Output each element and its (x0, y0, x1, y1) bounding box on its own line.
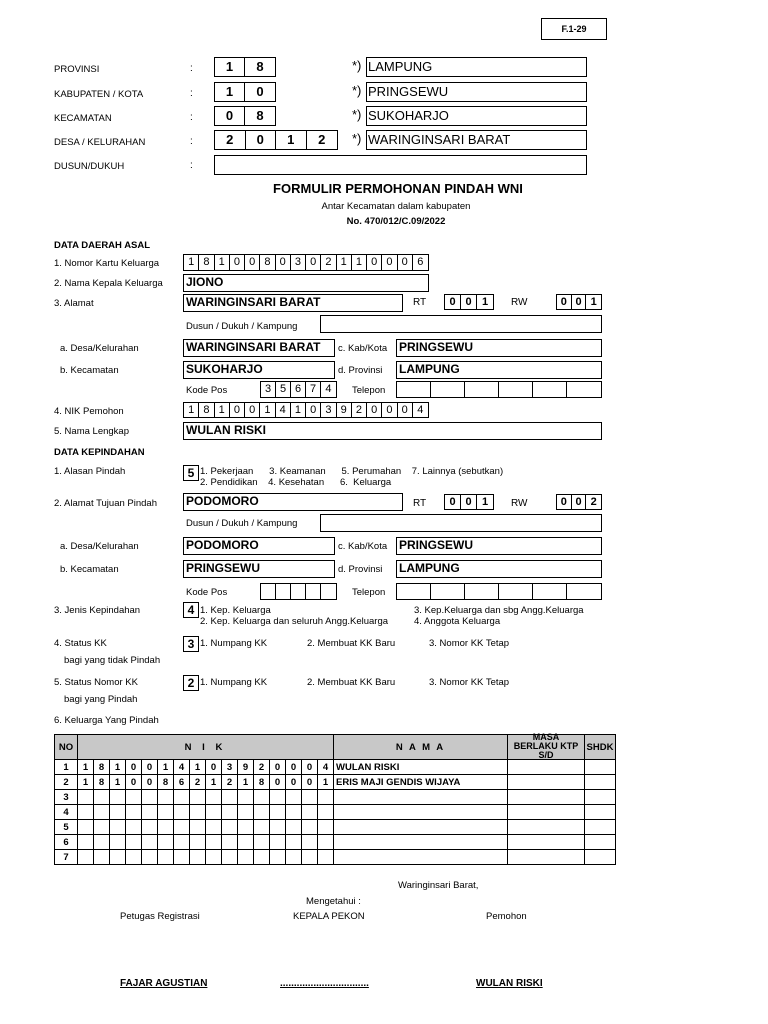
kab-label: c. Kab/Kota (338, 343, 388, 354)
kk-number[interactable] (183, 254, 429, 271)
nik-digit-cell[interactable] (206, 805, 222, 820)
petugas-signature-name: FAJAR AGUSTIAN (120, 978, 208, 989)
kab-field[interactable]: PRINGSEWU (396, 537, 602, 555)
row-number: 3 (55, 790, 78, 805)
nik-digit-cell[interactable] (158, 790, 174, 805)
nik-digit-cell[interactable] (158, 805, 174, 820)
statuskk-option-1: 1. Numpang KK (200, 638, 268, 649)
keluarga-label: 6. Keluarga Yang Pindah (54, 715, 159, 726)
note-mark: *) (352, 107, 362, 122)
digit-cell: 0 (367, 403, 382, 417)
nik-digit-cell[interactable] (302, 790, 318, 805)
telepon-label: Telepon (352, 587, 386, 598)
nik-field[interactable] (183, 402, 429, 418)
dusun-label: Dusun / Dukuh / Kampung (186, 321, 298, 332)
col-nik: N I K (78, 735, 334, 760)
nik-digit-cell[interactable]: 1 (158, 760, 174, 775)
nama-cell[interactable]: WULAN RISKI (334, 760, 508, 775)
dusun-field[interactable] (320, 315, 602, 333)
row-number: 6 (55, 835, 78, 850)
rw-field[interactable]: 0 0 1 (556, 294, 602, 310)
desa-label: a. Desa/Kelurahan (60, 541, 139, 552)
kab-label: c. Kab/Kota (338, 541, 388, 552)
nik-digit-cell[interactable] (142, 820, 158, 835)
nik-digit-cell[interactable] (270, 820, 286, 835)
digit-cell: 8 (199, 403, 214, 417)
nik-digit-cell[interactable] (302, 835, 318, 850)
prov-field[interactable]: LAMPUNG (396, 560, 602, 578)
digit-cell: 4 (276, 403, 291, 417)
digit-cell: 1 (291, 403, 306, 417)
statuskk-option-3: 3. Nomor KK Tetap (429, 638, 510, 649)
nik-digit-cell[interactable] (206, 835, 222, 850)
alamat-field[interactable]: WARINGINSARI BARAT (183, 294, 403, 312)
table-row (55, 805, 616, 820)
rw-label: RW (511, 498, 528, 509)
digit-cell: 8 (260, 255, 275, 270)
digit-cell: 0 (306, 403, 321, 417)
row-number: 4 (55, 805, 78, 820)
nik-digit-cell[interactable]: 0 (126, 760, 142, 775)
rt-label: RT (413, 297, 427, 308)
col-shdk: SHDK (585, 735, 616, 760)
nik-digit-cell[interactable] (126, 835, 142, 850)
provinsi-code[interactable]: 1 8 (214, 57, 276, 77)
table-row (55, 820, 616, 835)
note-mark: *) (352, 83, 362, 98)
kepala-pekon-label: KEPALA PEKON (293, 911, 365, 922)
nik-digit-cell[interactable] (190, 820, 206, 835)
shdk-cell[interactable] (585, 775, 616, 790)
nik-digit-cell[interactable] (110, 850, 126, 865)
nik-digit-cell[interactable] (206, 850, 222, 865)
nik-digit-cell[interactable] (286, 835, 302, 850)
masa-cell[interactable] (508, 790, 585, 805)
nik-digit-cell[interactable] (142, 790, 158, 805)
nik-digit-cell[interactable] (174, 790, 190, 805)
alasan-label: 1. Alasan Pindah (54, 466, 126, 477)
shdk-cell[interactable] (585, 820, 616, 835)
page-title: FORMULIR PERMOHONAN PINDAH WNI (273, 181, 523, 196)
nik-digit-cell[interactable] (126, 820, 142, 835)
nik-digit-cell[interactable]: 0 (286, 760, 302, 775)
rt-field[interactable]: 0 0 1 (444, 494, 494, 510)
nik-digit-cell[interactable] (318, 820, 334, 835)
nik-digit-cell[interactable] (286, 850, 302, 865)
table-row (55, 760, 616, 775)
digit-cell: 1 (184, 255, 199, 270)
kecamatan-name[interactable]: SUKOHARJO (366, 106, 587, 126)
page-subtitle: Antar Kecamatan dalam kabupaten (321, 201, 471, 212)
nik-digit-cell[interactable]: 8 (254, 775, 270, 790)
prov-label: d. Provinsi (338, 365, 383, 376)
statuskk-value[interactable]: 3 (183, 636, 199, 652)
nama-cell[interactable] (334, 805, 508, 820)
nik-digit-cell[interactable] (286, 820, 302, 835)
nik-digit-cell[interactable]: 0 (302, 760, 318, 775)
rw-label: RW (511, 297, 528, 308)
kec-field[interactable]: PRINGSEWU (183, 560, 335, 578)
kabupaten-name[interactable]: PRINGSEWU (366, 82, 587, 102)
nik-digit-cell[interactable] (222, 805, 238, 820)
col-nama: N A M A (334, 735, 508, 760)
nik-digit-cell[interactable] (190, 790, 206, 805)
masa-cell[interactable] (508, 775, 585, 790)
kabupaten-code[interactable]: 1 0 (214, 82, 276, 102)
nik-digit-cell[interactable] (190, 835, 206, 850)
jenis-value[interactable]: 4 (183, 602, 199, 618)
nik-digit-cell[interactable] (158, 820, 174, 835)
nik-digit-cell[interactable]: 1 (78, 760, 94, 775)
nik-digit-cell[interactable]: 4 (174, 760, 190, 775)
kecamatan-code[interactable]: 0 8 (214, 106, 276, 126)
nik-digit-cell[interactable]: 0 (206, 760, 222, 775)
kepala-label: 2. Nama Kepala Keluarga (54, 278, 163, 289)
section-heading: DATA KEPINDAHAN (54, 447, 145, 458)
place-label: Waringinsari Barat, (398, 880, 479, 891)
nik-digit-cell[interactable] (94, 850, 110, 865)
provinsi-label: PROVINSI (54, 64, 100, 75)
nik-digit-cell[interactable] (126, 790, 142, 805)
col-no: NO (55, 735, 78, 760)
digit-cell: 9 (337, 403, 352, 417)
shdk-cell[interactable] (585, 790, 616, 805)
alasan-options-2: 2. Pendidikan 4. Kesehatan 6. Keluarga (200, 477, 392, 488)
nik-digit-cell[interactable] (302, 805, 318, 820)
nik-digit-cell[interactable] (174, 820, 190, 835)
nik-digit-cell[interactable] (190, 850, 206, 865)
nik-label: 4. NIK Pemohon (54, 406, 124, 417)
nik-digit-cell[interactable] (110, 790, 126, 805)
nik-digit-cell[interactable] (302, 850, 318, 865)
form-code: F.1-29 (541, 18, 607, 40)
desa-label: a. Desa/Kelurahan (60, 343, 139, 354)
kk-label: 1. Nomor Kartu Keluarga (54, 258, 160, 269)
nik-digit-cell[interactable] (222, 850, 238, 865)
nik-digit-cell[interactable] (238, 805, 254, 820)
nik-digit-cell[interactable]: 1 (78, 775, 94, 790)
table-header (55, 735, 616, 760)
kecamatan-label: KECAMATAN (54, 113, 112, 124)
nik-digit-cell[interactable]: 0 (286, 775, 302, 790)
statusno-label: 5. Status Nomor KK (54, 677, 138, 688)
telepon-field[interactable] (396, 583, 602, 600)
digit-cell: 1 (184, 403, 199, 417)
nama-label: 5. Nama Lengkap (54, 426, 129, 437)
rt-label: RT (413, 498, 427, 509)
desa-name[interactable]: WARINGINSARI BARAT (366, 130, 587, 150)
document-number: No. 470/012/C.09/2022 (346, 216, 446, 227)
nik-digit-cell[interactable]: 0 (302, 775, 318, 790)
nama-cell[interactable] (334, 835, 508, 850)
digit-cell: 6 (417, 256, 424, 268)
nik-digit-cell[interactable] (142, 835, 158, 850)
nik-digit-cell[interactable]: 2 (190, 775, 206, 790)
nik-digit-cell[interactable] (238, 835, 254, 850)
nik-digit-cell[interactable] (206, 790, 222, 805)
nik-digit-cell[interactable]: 2 (254, 760, 270, 775)
jenis-option-1: 1. Kep. Keluarga (200, 605, 271, 616)
kec-label: b. Kecamatan (60, 365, 119, 376)
nik-digit-cell[interactable]: 9 (238, 760, 254, 775)
nik-digit-cell[interactable] (78, 805, 94, 820)
digit-cell: 0 (245, 403, 260, 417)
note-mark: *) (352, 131, 362, 146)
nik-digit-cell[interactable] (142, 850, 158, 865)
desa-code[interactable]: 2 0 1 2 (214, 130, 338, 150)
nik-digit-cell[interactable] (318, 805, 334, 820)
nik-digit-cell[interactable]: 3 (222, 760, 238, 775)
nik-digit-cell[interactable] (270, 835, 286, 850)
nik-digit-cell[interactable]: 1 (110, 760, 126, 775)
statuskk-label: 4. Status KK (54, 638, 107, 649)
kodepos-label: Kode Pos (186, 587, 228, 598)
statusno-option-1: 1. Numpang KK (200, 677, 268, 688)
row-number: 2 (55, 775, 78, 790)
kec-label: b. Kecamatan (60, 564, 119, 575)
rw-field[interactable]: 0 0 2 (556, 494, 602, 510)
jenis-label: 3. Jenis Kepindahan (54, 605, 141, 616)
statuskk-option-2: 2. Membuat KK Baru (307, 638, 396, 649)
nik-digit-cell[interactable]: 4 (318, 760, 334, 775)
digit-cell: 0 (230, 255, 245, 270)
nik-digit-cell[interactable] (254, 805, 270, 820)
kabupaten-label: KABUPATEN / KOTA (54, 89, 144, 100)
statusno-option-3: 3. Nomor KK Tetap (429, 677, 510, 688)
nama-cell[interactable] (334, 820, 508, 835)
table-row (55, 835, 616, 850)
table-row (55, 790, 616, 805)
nik-digit-cell[interactable]: 8 (94, 760, 110, 775)
prov-field[interactable]: LAMPUNG (396, 361, 602, 379)
nik-digit-cell[interactable] (206, 820, 222, 835)
jenis-option-4: 4. Anggota Keluarga (414, 616, 501, 627)
mengetahui-label: Mengetahui : (306, 896, 361, 907)
nik-digit-cell[interactable] (286, 790, 302, 805)
nik-digit-cell[interactable] (174, 835, 190, 850)
nik-digit-cell[interactable] (126, 850, 142, 865)
nama-field[interactable]: WULAN RISKI (183, 422, 602, 440)
nik-digit-cell[interactable] (222, 835, 238, 850)
nik-digit-cell[interactable]: 1 (238, 775, 254, 790)
nik-digit-cell[interactable]: 1 (206, 775, 222, 790)
nik-digit-cell[interactable] (222, 820, 238, 835)
nik-digit-cell[interactable] (254, 835, 270, 850)
section-heading: DATA DAERAH ASAL (54, 240, 151, 251)
telepon-field[interactable] (396, 381, 602, 398)
table-row (55, 850, 616, 865)
digit-cell: 1 (260, 403, 275, 417)
digit-cell: 8 (199, 255, 214, 270)
nik-digit-cell[interactable] (270, 850, 286, 865)
nik-digit-cell[interactable] (254, 820, 270, 835)
shdk-cell[interactable] (585, 850, 616, 865)
colon: : (190, 63, 193, 74)
nik-digit-cell[interactable] (94, 790, 110, 805)
nik-digit-cell[interactable] (238, 790, 254, 805)
colon: : (190, 136, 193, 147)
nik-digit-cell[interactable] (78, 835, 94, 850)
nik-digit-cell[interactable]: 2 (222, 775, 238, 790)
statusno-option-2: 2. Membuat KK Baru (307, 677, 396, 688)
keluarga-table (54, 731, 616, 865)
tujuan-label: 2. Alamat Tujuan Pindah (54, 498, 157, 509)
desa-field[interactable]: WARINGINSARI BARAT (183, 339, 335, 357)
digit-cell: 4 (417, 404, 424, 416)
masa-cell[interactable] (508, 835, 585, 850)
kodepos-field[interactable] (260, 583, 337, 600)
row-number: 5 (55, 820, 78, 835)
jenis-option-2: 2. Kep. Keluarga dan seluruh Angg.Keluarga (200, 616, 389, 627)
nik-digit-cell[interactable] (174, 850, 190, 865)
nik-digit-cell[interactable] (78, 820, 94, 835)
colon: : (190, 112, 193, 123)
jenis-option-3: 3. Kep.Keluarga dan sbg Angg.Keluarga (414, 605, 584, 616)
nama-cell[interactable]: ERIS MAJI GENDIS WIJAYA (334, 775, 508, 790)
alasan-options-1: 1. Pekerjaan 3. Keamanan 5. Perumahan 7. Lainnya (sebutkan) (200, 466, 504, 477)
digit-cell: 0 (230, 403, 245, 417)
nama-cell[interactable] (334, 790, 508, 805)
nik-digit-cell[interactable] (302, 820, 318, 835)
alamat-label: 3. Alamat (54, 298, 94, 309)
nik-digit-cell[interactable] (94, 805, 110, 820)
nik-digit-cell[interactable] (78, 850, 94, 865)
shdk-cell[interactable] (585, 805, 616, 820)
masa-cell[interactable] (508, 760, 585, 775)
dusun-label: Dusun / Dukuh / Kampung (186, 518, 298, 529)
nik-digit-cell[interactable]: 8 (158, 775, 174, 790)
digit-cell: 1 (352, 255, 367, 270)
rt-field[interactable]: 0 0 1 (444, 294, 494, 310)
digit-cell: 0 (306, 255, 321, 270)
nik-digit-cell[interactable] (174, 805, 190, 820)
petugas-label: Petugas Registrasi (120, 911, 200, 922)
kec-field[interactable]: SUKOHARJO (183, 361, 335, 379)
row-number: 1 (55, 760, 78, 775)
colon: : (190, 88, 193, 99)
nik-digit-cell[interactable] (318, 850, 334, 865)
desa-field[interactable]: PODOMORO (183, 537, 335, 555)
alasan-value[interactable]: 5 (183, 465, 199, 481)
nik-digit-cell[interactable]: 0 (126, 775, 142, 790)
digit-cell: 1 (337, 255, 352, 270)
digit-cell: 0 (382, 255, 397, 270)
digit-cell: 0 (398, 255, 413, 270)
nik-digit-cell[interactable]: 1 (110, 775, 126, 790)
dusun-field[interactable] (320, 514, 602, 532)
digit-cell: 1 (215, 255, 230, 270)
nik-digit-cell[interactable] (110, 820, 126, 835)
nik-digit-cell[interactable] (110, 805, 126, 820)
masa-cell[interactable] (508, 850, 585, 865)
nama-cell[interactable] (334, 850, 508, 865)
tujuan-field[interactable]: PODOMORO (183, 493, 403, 511)
nik-digit-cell[interactable] (142, 805, 158, 820)
nik-digit-cell[interactable] (254, 790, 270, 805)
telepon-label: Telepon (352, 385, 386, 396)
kodepos-field[interactable]: 3 5 6 7 4 (260, 381, 337, 398)
desa-label: DESA / KELURAHAN (54, 137, 146, 148)
dusun-label: DUSUN/DUKUH (54, 161, 125, 172)
colon: : (190, 160, 193, 171)
digit-cell: 0 (382, 403, 397, 417)
digit-cell: 0 (398, 403, 413, 417)
masa-cell[interactable] (508, 820, 585, 835)
nik-digit-cell[interactable] (158, 850, 174, 865)
nik-digit-cell[interactable]: 0 (142, 760, 158, 775)
pemohon-signature-name: WULAN RISKI (476, 978, 543, 989)
shdk-cell[interactable] (585, 835, 616, 850)
nik-digit-cell[interactable] (238, 820, 254, 835)
nik-digit-cell[interactable] (318, 835, 334, 850)
nik-digit-cell[interactable] (238, 850, 254, 865)
digit-cell: 0 (276, 255, 291, 270)
row-number: 7 (55, 850, 78, 865)
provinsi-name[interactable]: LAMPUNG (366, 57, 587, 77)
kodepos-label: Kode Pos (186, 385, 228, 396)
statusno-value[interactable]: 2 (183, 675, 199, 691)
nik-digit-cell[interactable] (270, 805, 286, 820)
nik-digit-cell[interactable]: 0 (142, 775, 158, 790)
nik-digit-cell[interactable] (286, 805, 302, 820)
statuskk-label-2: bagi yang tidak Pindah (64, 655, 161, 666)
nik-digit-cell[interactable] (222, 790, 238, 805)
nik-digit-cell[interactable] (110, 835, 126, 850)
shdk-cell[interactable] (585, 760, 616, 775)
note-mark: *) (352, 58, 362, 73)
nik-digit-cell[interactable]: 6 (174, 775, 190, 790)
nik-digit-cell[interactable]: 1 (318, 775, 334, 790)
nik-digit-cell[interactable]: 0 (270, 775, 286, 790)
pemohon-label: Pemohon (486, 911, 527, 922)
kepala-signature-name: ................................ (280, 978, 369, 989)
nik-digit-cell[interactable]: 0 (270, 760, 286, 775)
prov-label: d. Provinsi (338, 564, 383, 575)
nik-digit-cell[interactable] (78, 790, 94, 805)
nik-digit-cell[interactable] (158, 835, 174, 850)
col-masa: MASA BERLAKU KTP S/D (508, 735, 585, 760)
nik-digit-cell[interactable] (270, 790, 286, 805)
nik-digit-cell[interactable] (126, 805, 142, 820)
digit-cell: 2 (352, 403, 367, 417)
nik-digit-cell[interactable]: 1 (190, 760, 206, 775)
nik-digit-cell[interactable]: 8 (94, 775, 110, 790)
kepala-field[interactable]: JIONO (183, 274, 429, 292)
nik-digit-cell[interactable] (318, 790, 334, 805)
nik-digit-cell[interactable] (94, 835, 110, 850)
masa-cell[interactable] (508, 805, 585, 820)
digit-cell: 0 (245, 255, 260, 270)
table-row (55, 775, 616, 790)
kab-field[interactable]: PRINGSEWU (396, 339, 602, 357)
statusno-label-2: bagi yang Pindah (64, 694, 138, 705)
nik-digit-cell[interactable] (190, 805, 206, 820)
digit-cell: 2 (321, 255, 336, 270)
nik-digit-cell[interactable] (94, 820, 110, 835)
digit-cell: 3 (321, 403, 336, 417)
digit-cell: 3 (291, 255, 306, 270)
nik-digit-cell[interactable] (254, 850, 270, 865)
digit-cell: 1 (215, 403, 230, 417)
dusun-name[interactable] (214, 155, 587, 175)
digit-cell: 0 (367, 255, 382, 270)
